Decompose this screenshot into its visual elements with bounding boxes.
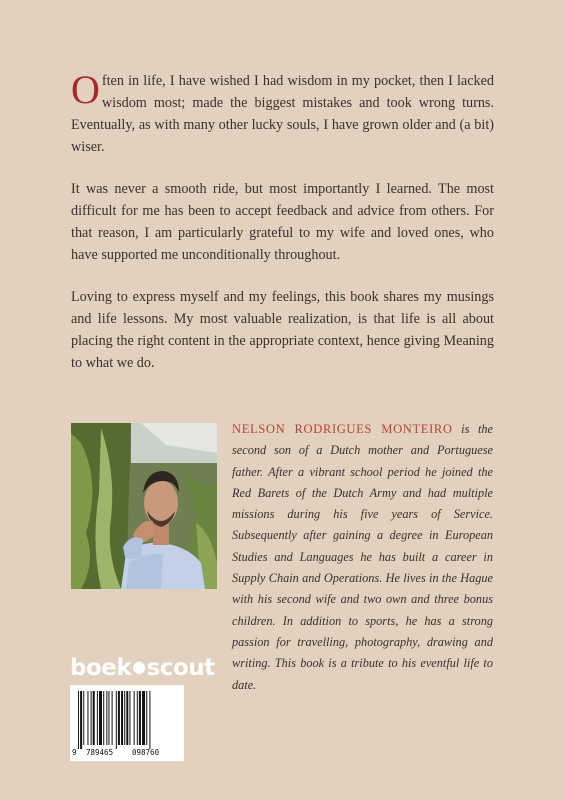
back-cover-blurb <box>71 67 494 394</box>
barcode-bar <box>112 691 113 745</box>
barcode-bar <box>97 691 98 745</box>
barcode-bar <box>116 691 117 749</box>
blurb-paragraph-2: It was never a smooth ride, but most importantly I learned. The most difficult for me has been to accept feedback and advice from others. For that reason, I am particularly grateful to my wife and loved ones, who have supported me unconditionally throughout. <box>71 181 494 263</box>
author-bio <box>232 419 493 696</box>
barcode-bar <box>137 691 138 745</box>
blurb-paragraph-1-text: ften in life, I have wished I had wisdom in my pocket, then I lacked wisdom most; made the biggest mistakes and took wrong turns. Eventually, as with many other lucky souls, I have grown older and (a bit) wiser. <box>71 73 494 155</box>
barcode-bar <box>142 691 145 745</box>
barcode-bar <box>93 691 95 745</box>
publisher-logo <box>70 655 215 681</box>
barcode-bar <box>106 691 107 745</box>
barcode-bar <box>87 691 88 745</box>
barcode-bar <box>124 691 125 745</box>
barcode-bar <box>126 691 128 745</box>
barcode-digit-first: 9 <box>72 748 77 757</box>
author-photo <box>71 423 217 589</box>
barcode-group-right: 098760 <box>132 748 160 757</box>
barcode-bar <box>91 691 92 745</box>
barcode-bar <box>108 691 109 745</box>
barcode-bar <box>139 691 141 745</box>
barcode-bar <box>129 691 130 745</box>
barcode-bar <box>99 691 102 745</box>
author-name: NELSON RODRIGUES MONTEIRO <box>232 422 453 436</box>
barcode-bar <box>146 691 147 745</box>
barcode-bar <box>149 691 150 749</box>
barcode-bar <box>103 691 104 745</box>
blurb-paragraph-3: Loving to express myself and my feelings, this book shares my musings and life lessons. My most valuable realization, is that life is all about placing the right content in the appropriate context, hence giving Meaning to what we do. <box>71 289 494 371</box>
barcode-bar <box>80 691 82 749</box>
logo-dot: ● <box>132 657 146 676</box>
barcode-bar <box>121 691 123 745</box>
barcode-bar <box>83 691 84 745</box>
barcode-group-left: 789465 <box>86 748 114 757</box>
logo-part-1: boek <box>70 655 132 681</box>
barcode-bar <box>78 691 79 749</box>
logo-part-2: scout <box>146 655 215 681</box>
barcode-bar <box>134 691 135 745</box>
blurb-paragraph-1 <box>71 67 494 158</box>
isbn-barcode <box>70 685 184 761</box>
drop-cap: O <box>71 67 100 112</box>
barcode-bar <box>118 691 120 745</box>
author-bio-text: is the second son of a Dutch mother and Portuguese father. After a vibrant school period he joined the Red Barets of the Dutch Army and had multiple missions during his five years of Service. Subsequently after gaining a degree in European Studies and Languages he has built a career in Supply Chain and Operations. He lives in the Hague with his second wife and two own and three bonus children. In addition to sports, he has a strong passion for travelling, photography, drawing and writing. This book is a tribute to his eventful life to date. <box>232 422 493 692</box>
